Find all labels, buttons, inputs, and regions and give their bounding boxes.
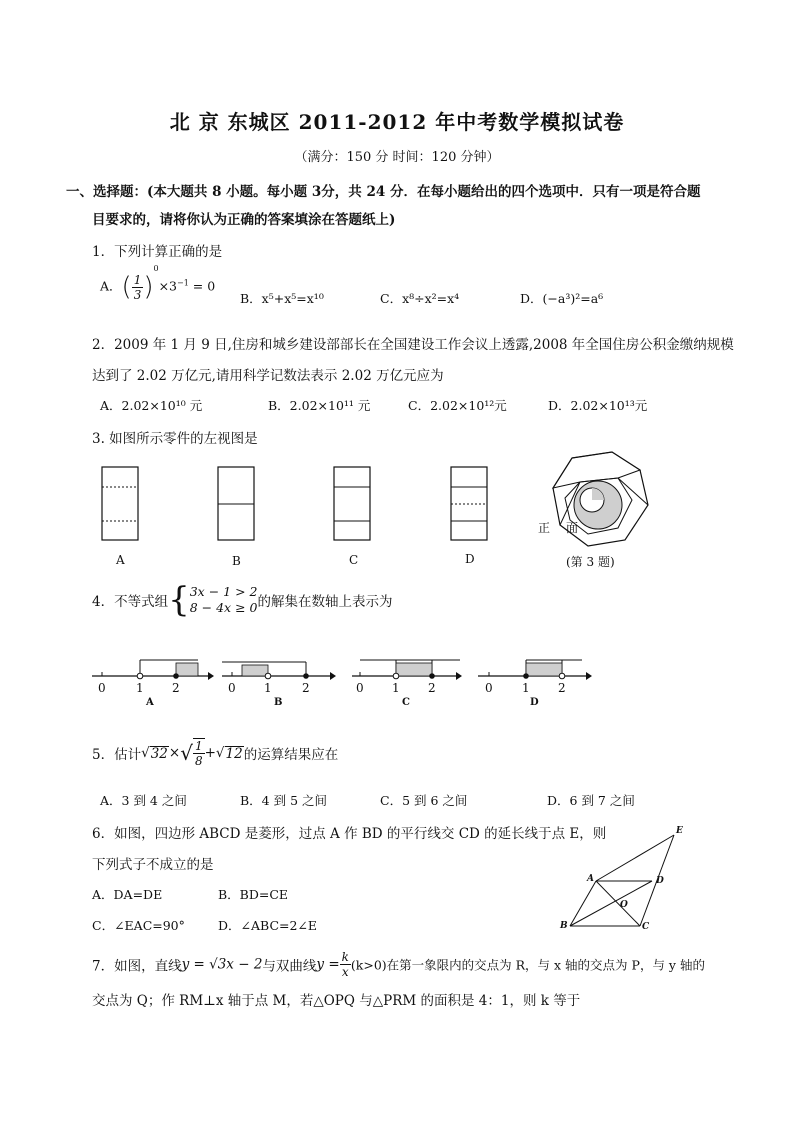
q3-label-d: D xyxy=(465,552,475,566)
q1-a-label: A． xyxy=(100,278,122,294)
q1-option-a: A．( $\frac{1}{3}$ )$^0\times 3^{-1} = 0$ xyxy=(100,264,216,302)
q5-option-c: C．5 到 6 之间 xyxy=(380,793,468,808)
q2-line1: 2．2009 年 1 月 9 日,住房和城乡建设部部长在全国建设工作会议上透露,2008 年全国住房公积金缴纳规模 xyxy=(92,337,734,353)
q6-label-c: C xyxy=(642,922,650,932)
q7-line1: 7．如图，直线y = √3x − 2与双曲线y = $\frac{k}{x}$ (k>0)在第一象限内的交点为 R，与 x 轴的交点为 P，与 y 轴的 xyxy=(92,950,705,979)
q5-radicand-32: 32 xyxy=(150,745,168,762)
q1-option-d: D．(−a³)²=a⁶ xyxy=(520,291,604,306)
q1-a-paren-right: ) xyxy=(143,272,154,302)
q4-label-d: D xyxy=(530,697,539,708)
q4-inequality-system: 3x − 1 > 2 8 − 4x ≥ 0 xyxy=(189,584,258,615)
q6-line1: 6．如图，四边形 ABCD 是菱形，过点 A 作 BD 的平行线交 CD 的延长线于点 E，则 xyxy=(92,826,607,842)
page-title: 北 京 东城区 2011-2012 年中考数学模拟试卷 xyxy=(169,110,625,134)
q4-b-tick-1: 1 xyxy=(264,681,272,695)
q6-option-d: D．∠ABC=2∠E xyxy=(218,918,318,933)
q1-stem: 1．下列计算正确的是 xyxy=(92,244,223,260)
q5-stem: 5．估计√32×√ $\frac{1}{8}$ +√12的运算结果应在 xyxy=(92,739,339,768)
q5-fraction: $\frac{1}{8}$ xyxy=(194,739,203,768)
q4-label-b: B xyxy=(274,697,283,708)
q4-c-tick-2: 2 xyxy=(428,681,436,695)
q4-label-c: C xyxy=(402,697,410,708)
q5-radicand-12: 12 xyxy=(225,745,243,762)
q4-c-tick-1: 1 xyxy=(392,681,400,695)
q2-option-a: A．2.02×10¹⁰ 元 xyxy=(100,398,203,413)
q4-stem: 4．不等式组{ 3x − 1 > 2 8 − 4x ≥ 0 的解集在数轴上表示为 xyxy=(92,580,393,620)
q4-d-tick-2: 2 xyxy=(558,681,566,695)
q6-label-d: D xyxy=(656,876,664,886)
q6-option-b: B．BD=CE xyxy=(218,887,289,902)
q2-option-c: C．2.02×10¹²元 xyxy=(408,398,507,413)
q3-label-b: B xyxy=(232,554,241,568)
q1-a-paren-left: ( xyxy=(121,272,132,302)
q3-label-c: C xyxy=(349,553,359,567)
section-heading-line2: 目要求的，请将你认为正确的答案填涂在答题纸上) xyxy=(92,212,396,228)
q3-front-label-2: 面 xyxy=(566,521,579,535)
q5-option-b: B．4 到 5 之间 xyxy=(240,793,328,808)
page-subtitle: （满分：150 分 时间：120 分钟） xyxy=(294,150,500,165)
q4-a-tick-2: 2 xyxy=(172,681,180,695)
q7-hyperbola-fraction: $\frac{k}{x}$ xyxy=(341,950,349,979)
q4-brace: { xyxy=(168,580,190,620)
q4-d-tick-0: 0 xyxy=(485,681,493,695)
q3-label-a: A xyxy=(116,553,125,567)
q3-front-label-1: 正 xyxy=(538,521,551,535)
q3-caption: (第 3 题) xyxy=(566,555,615,569)
q1-option-c: C．x⁸÷x²=x⁴ xyxy=(380,291,460,306)
q4-c-tick-0: 0 xyxy=(356,681,364,695)
q4-label-a: A xyxy=(146,697,154,708)
section-heading-line1: 一、选择题：(本大题共 8 小题。每小题 3分，共 24 分．在每小题给出的四个选项中．只有一项是符合题 xyxy=(66,184,701,200)
q7-line-equation: y = √3x − 2 xyxy=(181,956,263,973)
q4-a-tick-0: 0 xyxy=(98,681,106,695)
q7-line2: 交点为 Q；作 RM⊥x 轴于点 M，若△OPQ 与△PRM 的面积是 4：1，则 k 等于 xyxy=(92,993,581,1009)
q4-b-tick-2: 2 xyxy=(302,681,310,695)
q4-b-tick-0: 0 xyxy=(228,681,236,695)
q5-option-d: D．6 到 7 之间 xyxy=(547,793,635,808)
q6-option-c: C．∠EAC=90° xyxy=(92,918,185,933)
q6-line2: 下列式子不成立的是 xyxy=(92,857,214,873)
q6-label-o: O xyxy=(620,900,628,910)
q3-stem: 3. 如图所示零件的左视图是 xyxy=(92,431,258,447)
q5-option-a: A．3 到 4 之间 xyxy=(100,793,187,808)
q2-line2: 达到了 2.02 万亿元,请用科学记数法表示 2.02 万亿元应为 xyxy=(92,368,444,384)
q4-d-tick-1: 1 xyxy=(522,681,530,695)
q2-option-d: D．2.02×10¹³元 xyxy=(548,398,648,413)
q6-label-e: E xyxy=(676,826,683,836)
q1-a-fraction: $\frac{1}{3}$ xyxy=(133,272,142,302)
q2-option-b: B．2.02×10¹¹ 元 xyxy=(268,398,371,413)
q6-label-a: A xyxy=(587,874,594,884)
q6-label-b: B xyxy=(560,921,568,931)
q4-a-tick-1: 1 xyxy=(136,681,144,695)
q1-option-b: B．x⁵+x⁵=x¹⁰ xyxy=(240,291,324,306)
q6-option-a: A．DA=DE xyxy=(92,887,163,902)
